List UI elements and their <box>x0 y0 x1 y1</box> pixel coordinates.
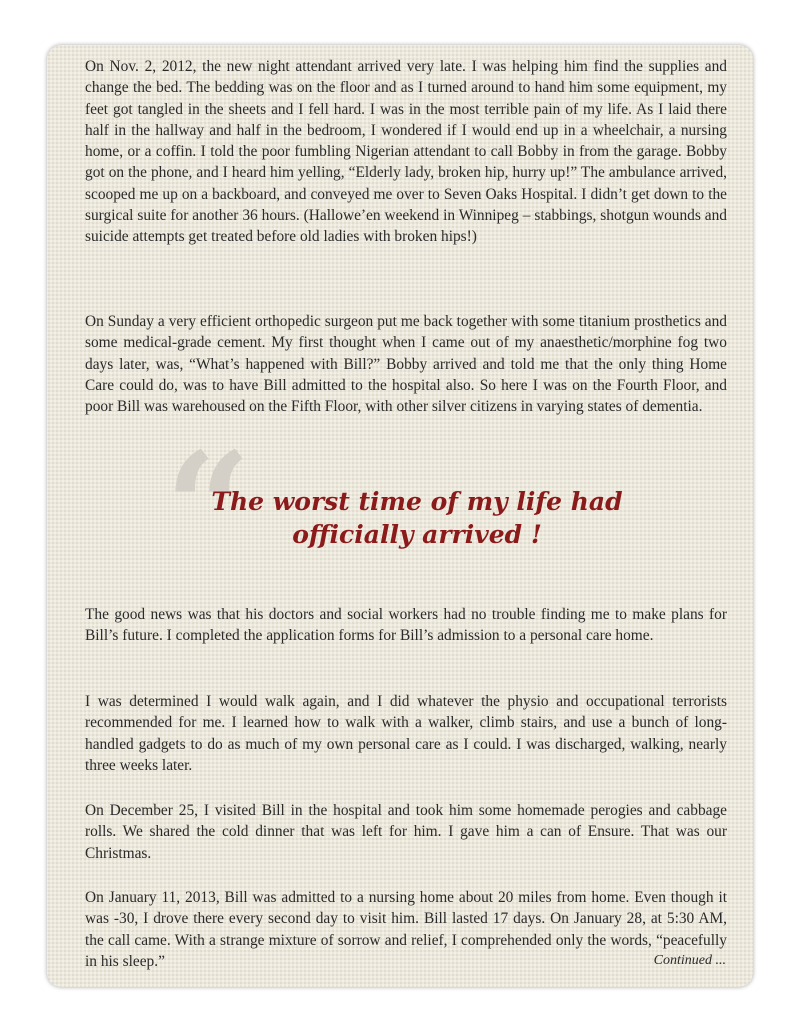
pull-quote <box>177 485 657 551</box>
paragraph-1: On Nov. 2, 2012, the new night attendant arrived very late. I was helping him find the supplies and change the bed. The bedding was on the floor and as I turned around to hand him some equipment, my feet got tangled in the sheets and I fell hard. I was in the most terrible pain of my life. As I laid there half in the hallway and half in the bedroom, I wondered if I would end up in a wheelchair, a nursing home, or a coffin. I told the poor fumbling Nigerian attendant to call Bobby in from the garage. Bobby got on the phone, and I heard him yelling, “Elderly lady, broken hip, hurry up!” The ambulance arrived, scooped me up on a backboard, and conveyed me over to Seven Oaks Hospital. I didn’t get down to the surgical suite for another 36 hours. (Hallowe’en weekend in Winnipeg – stabbings, shotgun wounds and suicide attempts get treated before old ladies with broken hips!) <box>85 58 727 246</box>
pull-quote-line-1: The worst time of my life had <box>211 487 623 516</box>
paragraph-4: I was determined I would walk again, and I did whatever the physio and occupational terrorists recommended for me. I learned how to walk with a walker, climb stairs, and use a bunch of long-handled gadgets to do as much of my own personal care as I could. I was discharged, walking, nearly three weeks later. <box>85 693 727 774</box>
pull-quote-line-2: officially arrived ! <box>292 520 542 549</box>
paragraph-6: On January 11, 2013, Bill was admitted to a nursing home about 20 miles from home. Even though it was -30, I drove there every second day to visit him. Bill lasted 17 days. On January 28, at 5:30 AM, the call came. With a strange mixture of sorrow and relief, I comprehended only the words, “peacefully in his sleep.” <box>85 889 727 970</box>
paragraph-2: On Sunday a very efficient orthopedic surgeon put me back together with some titanium prosthetics and some medical-grade cement. My first thought when I came out of my anaesthetic/morphine fog two days later, was, “What’s happened with Bill?” Bobby arrived and told me that the only thing Home Care could do, was to have Bill admitted to the hospital also. So here I was on the Fourth Floor, and poor Bill was warehoused on the Fifth Floor, with other silver citizens in varying states of dementia. <box>85 313 727 416</box>
paragraph-3: The good news was that his doctors and social workers had no trouble finding me to make plans for Bill’s future. I completed the application forms for Bill’s admission to a personal care home. <box>85 606 727 645</box>
paragraph-5: On December 25, I visited Bill in the hospital and took him some homemade perogies and cabbage rolls. We shared the cold dinner that was left for him. I gave him a can of Ensure. That was our Christmas. <box>85 802 727 862</box>
quote-mark-icon: “ <box>165 420 252 596</box>
page-card <box>47 45 753 987</box>
continued-label: Continued ... <box>653 953 726 968</box>
